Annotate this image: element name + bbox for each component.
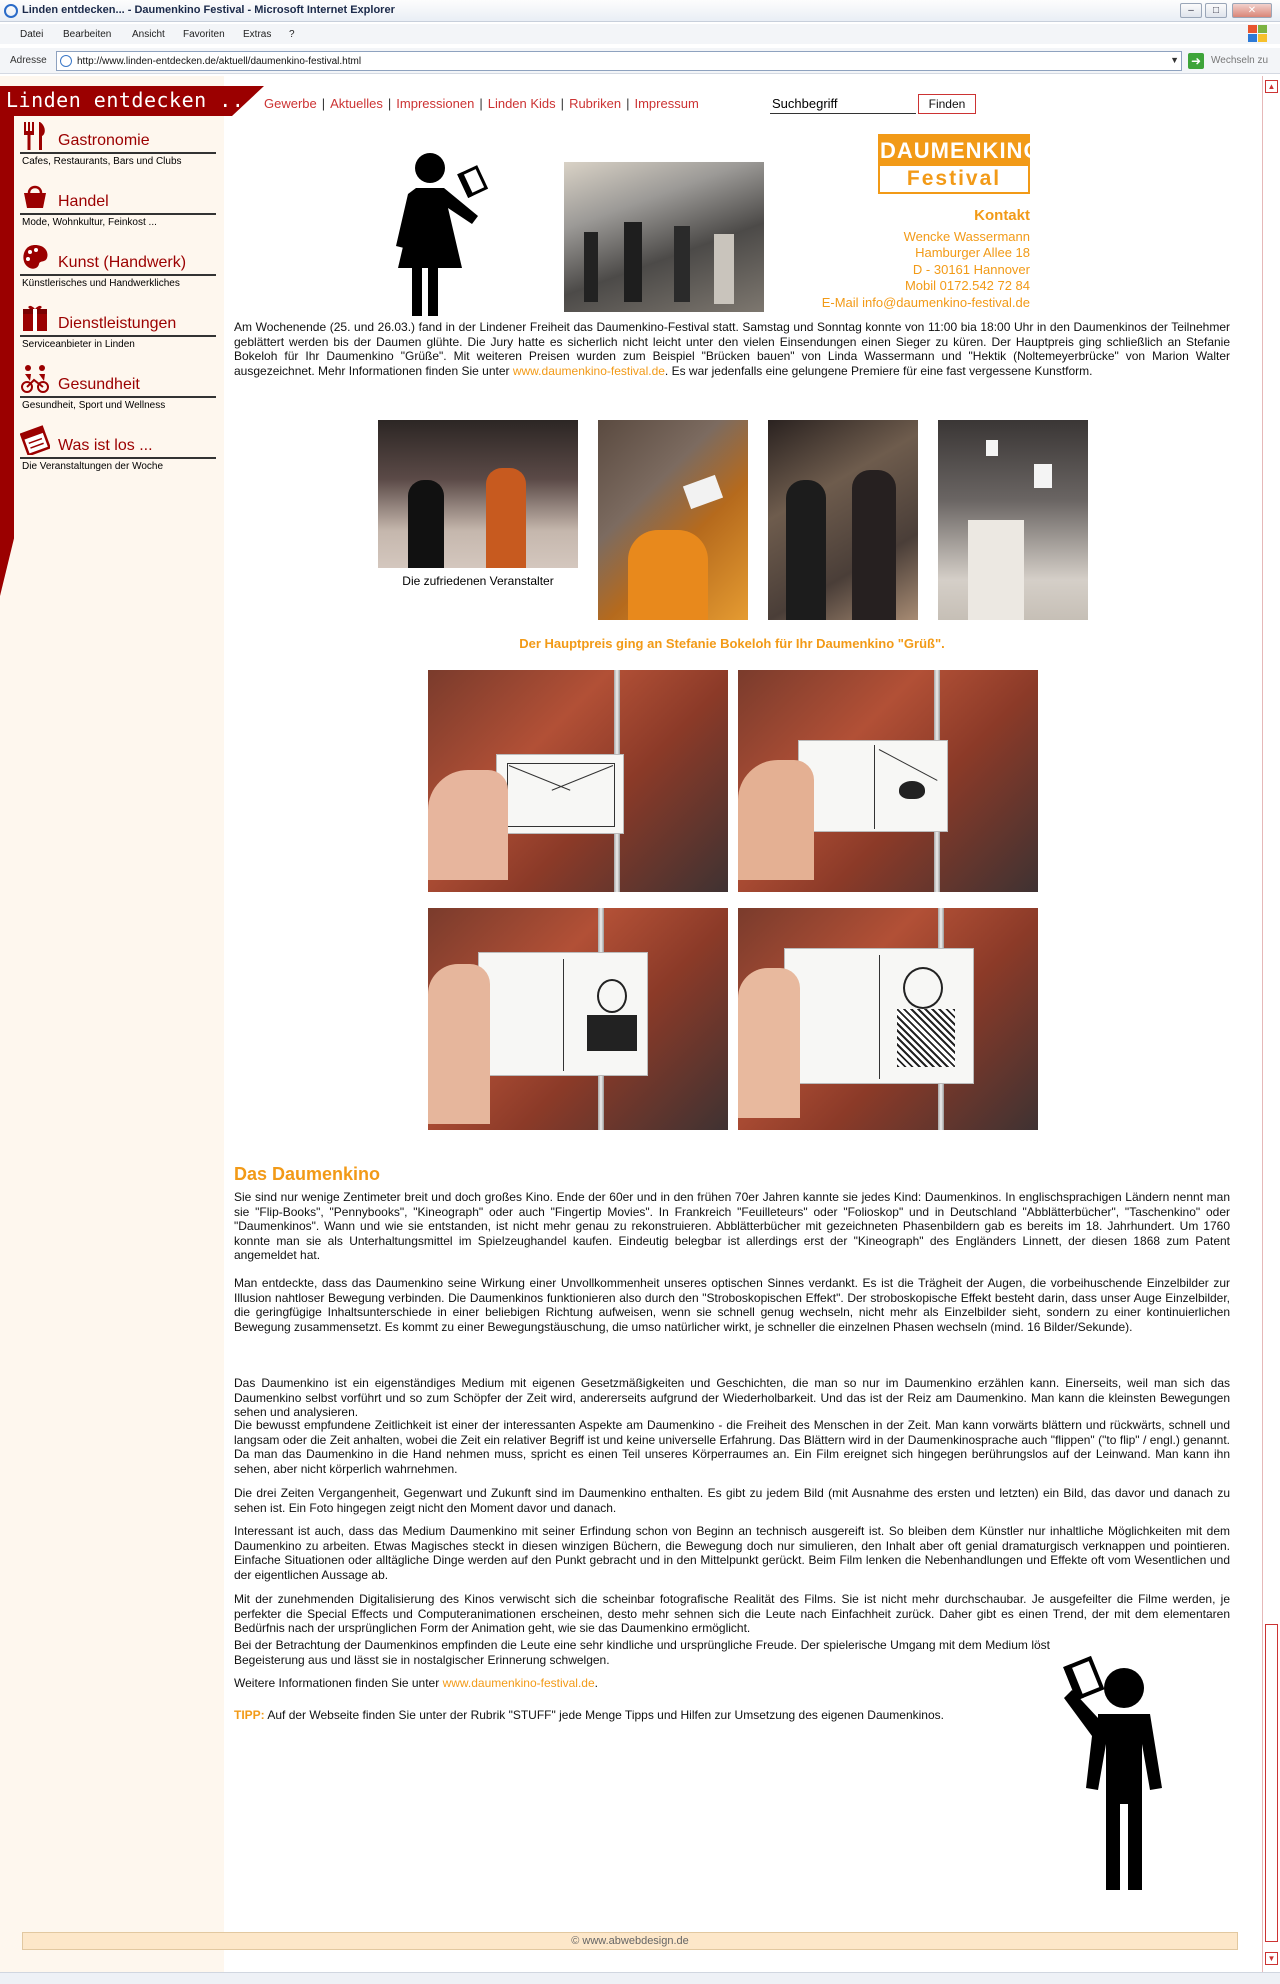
sidebar-item-label: Gastronomie — [58, 132, 150, 149]
article-paragraph: Bei der Betrachtung der Daumenkinos empfinden die Leute eine sehr kindliche und ursprüngliche Freude. Der spielerische Umgang mit dem Medium löst Begeisterung aus und lässt sie in nostalgischer Erinnerung schwelgen. — [234, 1638, 1050, 1667]
go-button[interactable]: Wechseln zu — [1211, 55, 1269, 66]
child-flipbook-photo — [598, 420, 748, 620]
top-navigation — [264, 96, 699, 111]
article-paragraph: Mit der zunehmenden Digitalisierung des Kinos verwischt sich die scheinbar fotografische Realität des Films. Sie ist nicht mehr durchschaubar. Je ausgefeilter die Filme werden, je perfekter die Special Effects und Computeranimationen erscheinen, desto mehr sehnen sich die Leute nach Einfachheit zurück. Daher gibt es einen Trend, der mit dem elementaren Bedürfnis nach der ursprünglichen Form der Animation geht, wie sie das Daumenkino ermöglicht. — [234, 1592, 1230, 1634]
article-paragraph: Man entdeckte, dass das Daumenkino seine Wirkung einer Unvollkommenheit unseres optischen Sinnes verdankt. Es ist die Trägheit der Augen, die vorbeihuschende Einzelbilder zur Illusion nahtloser Bewegung verbinden. Die Daumenkinos funktionieren also durch den "Stroboskopischen Effekt". Der stroboskopische Effekt besteht darin, dass unser Auge Einzelbilder, die geringfügige Inhaltsunterschiede in einer beliebigen Richtung aufweisen, wenn sie schnell genug wechseln, nicht mehr als Einzelbilder sieht, sondern zu einer kontinuierlichen Bewegung zusammensetzt. Es kommt zu einer Bewegungstäuschung, die umso natürlicher wirkt, je schneller die einzelnen Phasen wechseln (mind. 16 Bilder/Sekunde). — [234, 1276, 1230, 1334]
intro-text: Am Wochenende (25. und 26.03.) fand in der Lindener Freiheit das Daumenkino-Festival statt. Samstag und Sonntag konnte von 11:00 bia 18:00 Uhr in den Daumenkinos der Teilnehmer geblättert werden bis der Daumen glühte. Die Jury hatte es sicherlich nicht leicht unter den vielen Einsendungen einen Sieger zu küren. Der Hauptpreis ging schließlich an Stefanie Bokeloh für Ihr Daumenkino "Grüße". Mit weiteren Preisen wurden zum Beispiel "Brücken bauen" von Linda Wassermann und "Hektik (Noltemeyerbrücke" von Marion Walter ausgezeichnet. Mehr Informationen finden Sie unter — [234, 320, 1230, 378]
sidebar-item-label: Handel — [58, 193, 109, 210]
nav-rubriken[interactable]: Rubriken — [569, 96, 622, 111]
contact-phone: Mobil 0172.542 72 84 — [904, 278, 1030, 293]
left-column — [0, 76, 224, 1972]
maximize-button[interactable]: □ — [1205, 3, 1227, 18]
tip-paragraph — [234, 1708, 1050, 1723]
festival-link[interactable]: www.daumenkino-festival.de — [512, 363, 665, 378]
sidebar-item-label: Dienstleistungen — [58, 315, 177, 332]
flipbook-photo-3 — [428, 908, 728, 1130]
sidebar-item-dienstleistungen[interactable] — [20, 303, 220, 351]
main-content — [224, 120, 1238, 1972]
menu-favoriten[interactable]: Favoriten — [183, 29, 225, 40]
flipbook-photo-1 — [428, 670, 728, 892]
menu-datei[interactable]: Datei — [20, 29, 44, 40]
sidebar-item-gesundheit[interactable] — [20, 364, 220, 412]
scroll-down-arrow-icon[interactable]: ▼ — [1265, 1952, 1278, 1965]
minimize-button[interactable]: – — [1180, 3, 1202, 18]
menu-ansicht[interactable]: Ansicht — [132, 29, 165, 40]
flipbook-photo-2 — [738, 670, 1038, 892]
nav-aktuelles[interactable]: Aktuelles — [330, 96, 383, 111]
article-paragraph: Die drei Zeiten Vergangenheit, Gegenwart und Zukunft sind im Daumenkino enthalten. Es gibt zu jedem Bild (mit Ausnahme des ersten und letzten) ein Bild, das davor und danach zu sehen ist. Ein Foto hingegen zeigt nicht den Moment davor und danach. — [234, 1486, 1230, 1515]
section-title: Das Daumenkino — [234, 1164, 381, 1184]
divider — [20, 213, 216, 215]
contact-title: Kontakt — [974, 207, 1030, 224]
divider — [20, 152, 216, 154]
window-title: Linden entdecken... - Daumenkino Festival - Microsoft Internet Explorer — [22, 4, 395, 16]
contact-email[interactable]: E-Mail info@daumenkino-festival.de — [821, 294, 1030, 310]
woman-reading-flipbook-icon — [394, 146, 494, 320]
more-info-text: Weitere Informationen finden Sie unter — [234, 1676, 443, 1690]
sidebar-item-subtitle: Gesundheit, Sport und Wellness — [22, 400, 166, 411]
sidebar-item-kunst[interactable] — [20, 242, 220, 290]
sidebar-item-subtitle: Cafes, Restaurants, Bars und Clubs — [22, 156, 182, 167]
nav-impressionen[interactable]: Impressionen — [396, 96, 475, 111]
page-viewport — [0, 76, 1262, 1972]
scrollbar-thumb[interactable] — [1265, 1624, 1278, 1942]
intro-text-end: . Es war jedenfalls eine gelungene Premiere für eine fast vergessene Kunstform. — [664, 363, 1093, 378]
intro-paragraph — [234, 320, 1230, 378]
organizers-photo — [378, 420, 578, 568]
page-footer[interactable]: © www.abwebdesign.de — [22, 1932, 1238, 1950]
menu-help[interactable]: ? — [289, 29, 295, 40]
site-logo[interactable]: Linden entdecken ... — [6, 88, 257, 112]
search-input[interactable] — [770, 94, 916, 114]
address-url[interactable]: http://www.linden-entdecken.de/aktuell/daumenkino-festival.html — [77, 56, 362, 67]
contact-name: Wencke Wassermann — [903, 228, 1030, 244]
nav-separator: | — [626, 96, 630, 111]
sidebar-item-label: Was ist los ... — [58, 437, 153, 454]
page-icon — [60, 55, 72, 67]
article-paragraph: Sie sind nur wenige Zentimeter breit und doch großes Kino. Ende der 60er und in den frühen 70er Jahren kannte sie jedes Kind: Daumenkinos. In englischsprachigen Ländern nennt man sie "Flip-Books", "Pennybooks", "Kineograph" oder auch "Fingertip Movies". In Frankreich "Feuilleteurs" oder "Folioskop" und in Deutschland "Abblätterbücher", "Taschenkino" oder "Daumenkinos". Wann und wie sie entstanden, ist nicht mehr genau zu rekonstruieren. Abblätterbücher mit gezeichneten Phasenbildern gab es bereits im 18. Jahrhundert. Um 1760 konnte man sie als Unterhaltungsmittel im Spielzeughandel kaufen. Eindeutig belegbar ist allerdings erst der "Kineograph" des Engländers Linnett, der diesen 1868 zum Patent angemeldet hat. — [234, 1190, 1230, 1262]
article-paragraph: Interessant ist auch, dass das Medium Daumenkino mit seiner Erfindung schon von Beginn an technisch ausgereift ist. So bleiben dem Künstler nur inhaltliche Möglichkeiten mit dem Daumenkino zu arbeiten. Etwas Magisches steckt in diesen winzigen Büchern, die Bewegung doch nur simulieren, den Inhalt aber oft genial dramaturgisch verknappen und pointieren. Einfache Situationen oder alltägliche Dinge werden auf den Punkt gebracht und in den Mittelpunkt gerückt. Beim Film lenken die Nebenhandlungen und Effekte oft vom Wesentlichen und der eigentlichen Aussage ab. — [234, 1524, 1230, 1582]
contact-box — [770, 208, 1030, 311]
prize-heading: Der Hauptpreis ging an Stefanie Bokeloh für Ihr Daumenkino "Grüß". — [519, 636, 945, 651]
more-info-paragraph — [234, 1676, 1050, 1691]
sidebar-item-subtitle: Serviceanbieter in Linden — [22, 339, 135, 350]
sidebar-item-label: Kunst (Handwerk) — [58, 254, 187, 271]
vertical-scrollbar[interactable] — [1262, 76, 1280, 1972]
festival-photo — [564, 162, 764, 312]
nav-separator: | — [560, 96, 565, 111]
shopping-basket-icon — [20, 181, 50, 211]
festival-link[interactable]: www.daumenkino-festival.de — [442, 1676, 595, 1690]
daumenkino-festival-logo[interactable] — [878, 134, 1042, 194]
nav-impressum[interactable]: Impressum — [634, 96, 699, 111]
menu-bearbeiten[interactable]: Bearbeiten — [63, 29, 112, 40]
menu-bar — [0, 24, 1280, 44]
nav-separator: | — [479, 96, 483, 111]
article-paragraph: Das Daumenkino ist ein eigenständiges Medium mit eigenen Gesetzmäßigkeiten und Geschichten, die man so nur im Daumenkino erzählen kann. Einerseits, weil man sich das Daumenkino selbst vorführt und so zum Schöpfer der Zeit wird, andererseits aufgrund der Wiederholbarkeit. Und das ist der Reiz am Daumenkino. Man kann die kleinsten Bewegungen sehen und analysieren. — [234, 1376, 1230, 1419]
contact-city: D - 30161 Hannover — [912, 261, 1030, 277]
sidebar-item-label: Gesundheit — [58, 376, 140, 393]
calendar-icon — [20, 425, 50, 455]
flipbook-photo-4 — [738, 908, 1038, 1130]
organizers-caption: Die zufriedenen Veranstalter — [402, 574, 554, 588]
status-bar — [0, 1972, 1280, 1984]
divider — [20, 396, 216, 398]
internet-explorer-icon — [4, 4, 18, 18]
address-input[interactable] — [56, 51, 1182, 71]
nav-gewerbe[interactable]: Gewerbe — [264, 96, 317, 111]
palette-icon — [20, 242, 50, 272]
sidebar-item-gastronomie[interactable] — [20, 120, 220, 168]
visitors-photo — [768, 420, 918, 620]
cutlery-icon — [20, 120, 50, 150]
nav-separator: | — [321, 96, 326, 111]
contact-street: Hamburger Allee 18 — [915, 245, 1030, 260]
windows-logo-icon — [1246, 24, 1268, 44]
sidebar-item-subtitle: Die Veranstaltungen der Woche — [22, 461, 164, 472]
exhibition-photo — [938, 420, 1088, 620]
tip-text: Auf der Webseite finden Sie unter der Rubrik "STUFF" jede Menge Tipps und Hilfen zur Umsetzung des eigenen Daumenkinos. — [264, 1708, 944, 1722]
divider — [20, 274, 216, 276]
search-button[interactable]: Finden — [918, 94, 976, 114]
menu-extras[interactable]: Extras — [243, 29, 272, 40]
nav-linden-kids[interactable]: Linden Kids — [487, 96, 556, 111]
sidebar-item-subtitle: Mode, Wohnkultur, Feinkost ... — [22, 217, 157, 228]
divider — [20, 335, 216, 337]
window-titlebar — [0, 0, 1280, 22]
address-bar — [0, 48, 1280, 74]
divider — [20, 457, 216, 459]
close-button[interactable]: ✕ — [1232, 3, 1272, 18]
article-paragraph: Die bewusst empfundene Zeitlichkeit ist einer der interessanten Aspekte am Daumenkino - die Freiheit des Menschen in der Zeit. Man kann vorwärts blättern und rückwärts, schnell und langsam oder die Zeit anhalten, wobei die Zeit ein relativer Begriff ist und keine universelle Erfahrung. Das Blättern wird in der Daumenkinosprache auch "flippen" ("to flip" / engl.) genannt. Da man das Daumenkino in die Hand nehmen muss, spricht es einen Teil unseres Körperraumes an. Ein Film ereignet sich hingegen berührungslos auf der Leinwand. Man kann ihn sehen, aber nicht körperlich wahrnehmen. — [234, 1418, 1230, 1476]
man-reading-flipbook-icon — [1058, 1640, 1190, 1896]
sidebar-item-handel[interactable] — [20, 181, 220, 229]
sidebar-item-was-ist-los[interactable] — [20, 425, 220, 473]
left-red-strip — [0, 116, 14, 596]
chevron-down-icon[interactable]: ▼ — [1170, 55, 1179, 65]
logo-line-1: DAUMENKINO — [880, 136, 1028, 166]
logo-line-2: Festival — [906, 167, 1002, 190]
tip-label: TIPP: — [234, 1708, 265, 1722]
bicycle-icon — [20, 364, 50, 394]
more-info-end: . — [594, 1676, 598, 1690]
nav-separator: | — [387, 96, 392, 111]
scroll-up-arrow-icon[interactable]: ▲ — [1265, 80, 1278, 93]
sidebar-item-subtitle: Künstlerisches und Handwerkliches — [22, 278, 180, 289]
gift-icon — [20, 303, 50, 333]
go-arrow-icon[interactable]: ➜ — [1188, 53, 1204, 69]
address-label: Adresse — [10, 55, 47, 66]
